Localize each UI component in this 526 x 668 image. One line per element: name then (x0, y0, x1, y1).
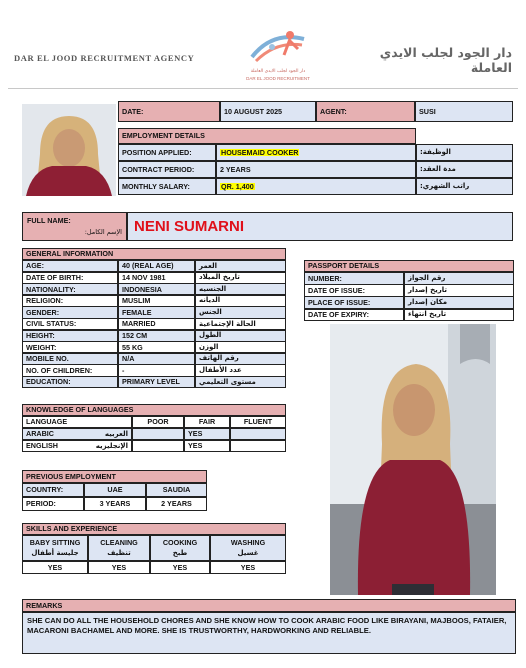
agency-name-en: DAR EL JOOD RECRUITMENT AGENCY (14, 53, 195, 63)
general-row-label-ar: الجنس (195, 306, 286, 318)
period-label: PERIOD: (22, 497, 84, 511)
passport-row-label-ar: تاريخ انتهاء (404, 309, 514, 322)
period-1: 3 YEARS (84, 497, 146, 511)
remarks-text: SHE CAN DO ALL THE HOUSEHOLD CHORES AND SHE KNOW HOW TO COOK ARABIC FOOD LIKE BIRAYANI, MAJBOOS, FATAIER, MACARONI BACHAMEL AND MORE. SHE IS TRUSTWORTHY, HARDWORKING AND RELIABLE. (27, 616, 507, 636)
passport-row-label: DATE OF ISSUE: (304, 284, 404, 297)
salary-value-text: QR. 1,400 (221, 181, 254, 191)
date-label: DATE: (118, 101, 220, 122)
general-row-value: MARRIED (118, 318, 195, 330)
remarks-title: REMARKS (22, 599, 516, 612)
date-value: 10 AUGUST 2025 (220, 101, 316, 122)
general-row-label: NO. OF CHILDREN: (22, 364, 118, 376)
logo-text-en: DAR EL JOOD RECRUITMENT (246, 76, 310, 81)
skill-value: YES (22, 561, 88, 574)
contract-value: 2 YEARS (216, 161, 416, 178)
general-row-label: GENDER: (22, 306, 118, 318)
position-value-text: HOUSEMAID COOKER (221, 147, 299, 157)
general-row-label-ar: الوزن (195, 341, 286, 353)
general-row-label: WEIGHT: (22, 341, 118, 353)
general-row-value: PRIMARY LEVEL (118, 376, 195, 388)
general-row-label-ar: عدد الأطفال (195, 364, 286, 376)
passport-row-label-ar: تاريخ إصدار (404, 284, 514, 297)
general-row-value: 152 CM (118, 330, 195, 342)
skills-title: SKILLS AND EXPERIENCE (22, 523, 286, 535)
general-row-label: CIVIL STATUS: (22, 318, 118, 330)
general-title: GENERAL INFORMATION (22, 248, 286, 260)
language-header: FAIR (184, 416, 230, 428)
passport-row-label-ar: رقم الجواز (404, 272, 514, 285)
person-full-photo-icon (330, 324, 496, 595)
general-row-label-ar: تاريخ الميلاد (195, 272, 286, 284)
skill-name-ar: تنظيف (107, 548, 131, 557)
country-1: UAE (84, 483, 146, 497)
skill-value: YES (150, 561, 210, 574)
general-row-label-ar: الديانه (195, 295, 286, 307)
skill-name-ar: طبخ (172, 548, 188, 557)
full-name-label-ar: الإسم الكامل: (84, 228, 122, 236)
period-2: 2 YEARS (146, 497, 207, 511)
language-row-name (22, 428, 132, 440)
general-row-label-ar: مستوى التعليمي (195, 376, 286, 388)
language-name: ENGLISH (26, 441, 58, 451)
employment-title: EMPLOYMENT DETAILS (118, 128, 416, 144)
header-divider (8, 88, 518, 89)
general-row-value: 40 (REAL AGE) (118, 260, 195, 272)
general-row-label: NATIONALITY: (22, 283, 118, 295)
salary-label-ar: راتب الشهري: (416, 178, 513, 195)
country-label: COUNTRY: (22, 483, 84, 497)
previous-title: PREVIOUS EMPLOYMENT (22, 470, 207, 483)
skill-header (210, 535, 286, 561)
passport-title: PASSPORT DETAILS (304, 260, 514, 272)
position-value (216, 144, 416, 161)
candidate-photo-large (330, 324, 496, 595)
full-name-label: FULL NAME: (27, 216, 71, 225)
language-poor (132, 440, 184, 452)
skill-name: COOKING (162, 538, 198, 548)
general-row-value: FEMALE (118, 306, 195, 318)
passport-row-label-ar: مكان إصدار (404, 296, 514, 309)
general-row-label: MOBILE NO. (22, 353, 118, 365)
language-fluent (230, 440, 286, 452)
language-header: LANGUAGE (22, 416, 132, 428)
agency-logo (232, 25, 324, 83)
agency-name-ar: دار الجود لجلب الايدي العاملة (379, 45, 512, 75)
skill-value: YES (210, 561, 286, 574)
agent-label: AGENT: (316, 101, 415, 122)
general-row-value: MUSLIM (118, 295, 195, 307)
general-row-value: N/A (118, 353, 195, 365)
general-row-label: DATE OF BIRTH: (22, 272, 118, 284)
general-row-label: AGE: (22, 260, 118, 272)
general-row-value: 14 NOV 1981 (118, 272, 195, 284)
general-row-label: HEIGHT: (22, 330, 118, 342)
skill-name-ar: غسيل (237, 548, 259, 557)
general-row-value: - (118, 364, 195, 376)
skill-value: YES (88, 561, 150, 574)
general-row-label-ar: الجنسيه (195, 283, 286, 295)
skill-name: WASHING (230, 538, 266, 548)
general-row-label-ar: الحالة الإجتماعية (195, 318, 286, 330)
full-name-label-box (22, 212, 127, 241)
language-name-ar: العربيه (104, 429, 128, 438)
language-header: FLUENT (230, 416, 286, 428)
logo-text-ar: دار الجود لجلب الايدي العاملة (250, 69, 306, 74)
general-row-label-ar: العمر (195, 260, 286, 272)
skill-name-ar: جليسة أطفال (31, 548, 79, 557)
contract-label-ar: مدة العقد: (416, 161, 513, 178)
remarks-box (22, 612, 516, 654)
skill-header (88, 535, 150, 561)
salary-value (216, 178, 416, 195)
position-label-ar: الوظيفة: (416, 144, 513, 161)
passport-row-label: NUMBER: (304, 272, 404, 285)
language-name: ARABIC (26, 429, 54, 439)
language-name-ar: الإنجليزيه (95, 441, 128, 450)
agent-value: SUSI (415, 101, 513, 122)
general-row-value: 55 KG (118, 341, 195, 353)
skill-header (150, 535, 210, 561)
passport-row-label: DATE OF EXPIRY: (304, 309, 404, 322)
general-row-label-ar: رقم الهاتف (195, 353, 286, 365)
passport-row-label: PLACE OF ISSUE: (304, 296, 404, 309)
full-name-value-box (127, 212, 513, 241)
language-row-name (22, 440, 132, 452)
full-name-value: NENI SUMARNI (134, 218, 245, 235)
language-fair: YES (184, 440, 230, 452)
language-fair: YES (184, 428, 230, 440)
person-portrait-icon (22, 104, 116, 196)
languages-title: KNOWLEDGE OF LANGUAGES (22, 404, 286, 416)
language-header: POOR (132, 416, 184, 428)
general-row-value: INDONESIA (118, 283, 195, 295)
country-2: SAUDIA (146, 483, 207, 497)
salary-label: MONTHLY SALARY: (118, 178, 216, 195)
logo-emblem-icon (232, 25, 324, 71)
general-row-label: EDUCATION: (22, 376, 118, 388)
language-poor (132, 428, 184, 440)
contract-label: CONTRACT PERIOD: (118, 161, 216, 178)
skill-header (22, 535, 88, 561)
general-row-label: RELIGION: (22, 295, 118, 307)
position-label: POSITION APPLIED: (118, 144, 216, 161)
skill-name: BABY SITTING (29, 538, 81, 548)
candidate-photo-small (22, 104, 116, 196)
skill-name: CLEANING (100, 538, 138, 548)
general-row-label-ar: الطول (195, 330, 286, 342)
language-fluent (230, 428, 286, 440)
